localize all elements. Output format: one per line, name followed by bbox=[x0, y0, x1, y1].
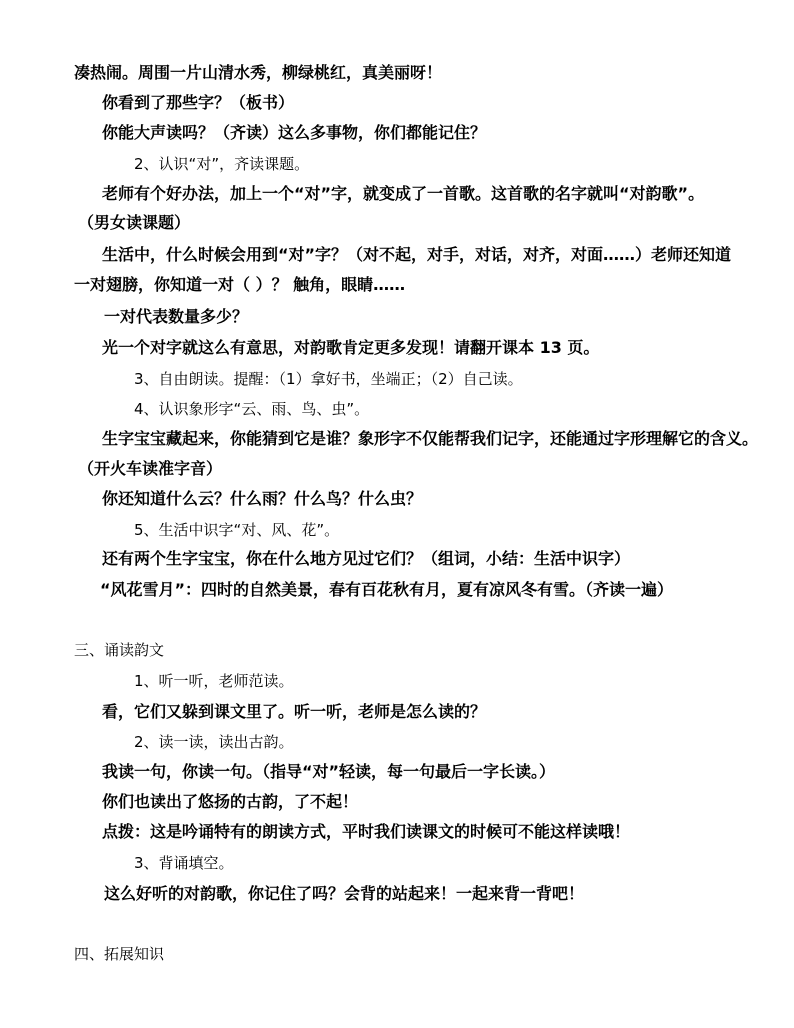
text-line: 一对翅膀，你知道一对（ ）？ 触角，眼睛…… bbox=[74, 275, 406, 294]
text-line: （男女读课题） bbox=[78, 213, 191, 232]
text-line: 4、认识象形字“云、雨、鸟、虫”。 bbox=[134, 400, 370, 418]
text-line: 你还知道什么云？什么雨？什么鸟？什么虫？ bbox=[102, 489, 423, 508]
text-line: 生字宝宝藏起来，你能猜到它是谁？象形字不仅能帮我们记字，还能通过字形理解它的含义。 bbox=[102, 429, 759, 448]
text-line: 一对代表数量多少？ bbox=[104, 307, 249, 326]
section-heading: 三、诵读韵文 bbox=[74, 641, 165, 659]
text-line: 这么好听的对韵歌，你记住了吗？会背的站起来！一起来背一背吧！ bbox=[104, 884, 585, 903]
section-heading: 四、拓展知识 bbox=[74, 945, 165, 963]
text-line: 你看到了那些字？（板书） bbox=[102, 93, 295, 112]
text-line: 看，它们又躲到课文里了。听一听，老师是怎么读的？ bbox=[102, 702, 487, 721]
text-line: “风花雪月”：四时的自然美景，春有百花秋有月，夏有凉风冬有雪。（齐读一遍） bbox=[100, 580, 674, 599]
text-line: 凑热闹。周围一片山清水秀，柳绿桃红，真美丽呀！ bbox=[74, 63, 443, 82]
text-line: 还有两个生字宝宝，你在什么地方见过它们？（组词，小结：生活中识字） bbox=[102, 549, 631, 568]
text-line: 2、认识“对”，齐读课题。 bbox=[134, 155, 310, 173]
text-line: 点拨：这是吟诵特有的朗读方式，平时我们读课文的时候可不能这样读哦！ bbox=[102, 822, 631, 841]
text-line: 生活中，什么时候会用到“对”字？（对不起，对手，对话，对齐，对面……）老师还知道 bbox=[102, 245, 732, 264]
text-line: 我读一句，你读一句。（指导“对”轻读，每一句最后一字长读。） bbox=[102, 762, 556, 781]
text-line: （开火车读准字音） bbox=[78, 459, 223, 478]
text-line: 1、听一听，老师范读。 bbox=[134, 672, 294, 690]
text-line: 5、生活中识字“对、风、花”。 bbox=[134, 521, 340, 539]
text-line: 2、读一读，读出古韵。 bbox=[134, 733, 294, 751]
text-line: 3、自由朗读。提醒：（1）拿好书，坐端正；（2）自己读。 bbox=[134, 370, 523, 388]
text-line: 你能大声读吗？（齐读）这么多事物，你们都能记住？ bbox=[102, 123, 487, 142]
text-line: 光一个对字就这么有意思，对韵歌肯定更多发现！请翻开课本 13 页。 bbox=[102, 338, 600, 357]
text-line: 3、背诵填空。 bbox=[134, 854, 234, 872]
text-line: 你们也读出了悠扬的古韵，了不起！ bbox=[102, 792, 359, 811]
text-line: 老师有个好办法，加上一个“对”字，就变成了一首歌。这首歌的名字就叫“对韵歌”。 bbox=[102, 184, 705, 203]
